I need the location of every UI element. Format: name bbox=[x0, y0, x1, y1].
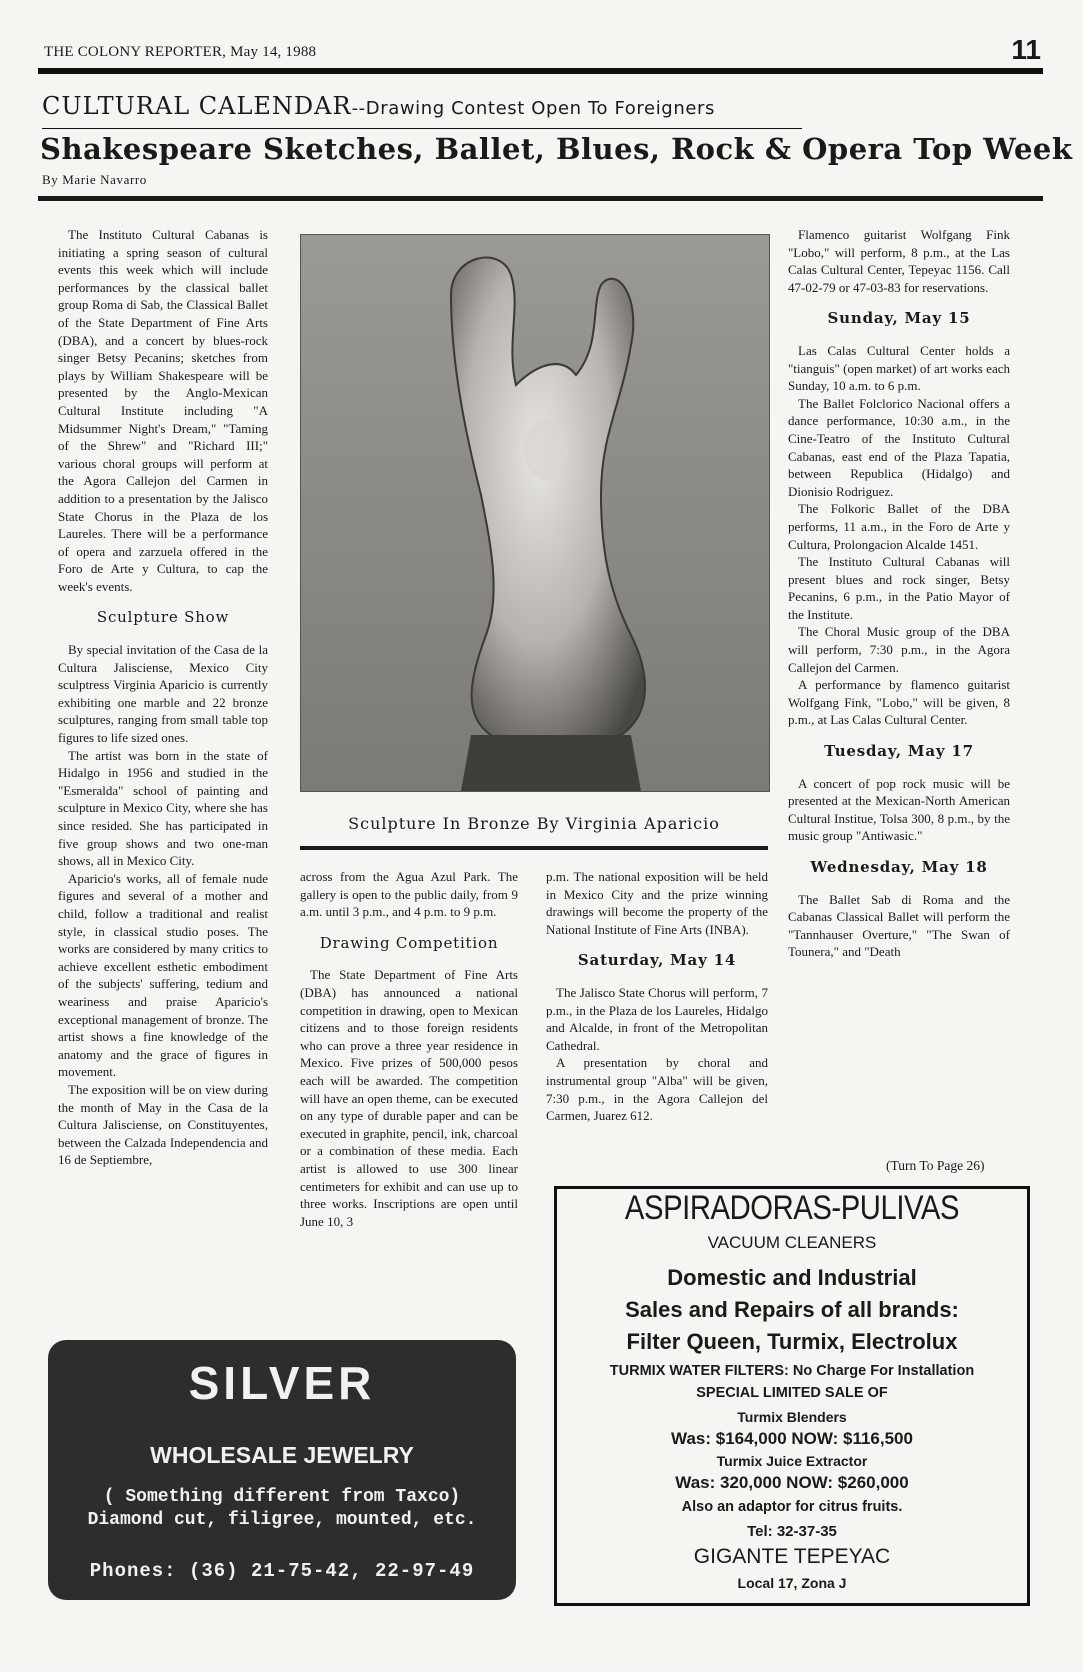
article-paragraph: p.m. The national exposition will be held in Mexico City and the prize winning drawings will become the property of the National Institute of Fine Arts (INBA). bbox=[546, 869, 768, 937]
article-paragraph: A presentation by choral and instrumental group "Alba" will be given, 7:30 p.m., in the Agora Callejon del Carmen, Juarez 612. bbox=[546, 1055, 768, 1124]
ad-line: Turmix Juice Extractor bbox=[716, 1453, 868, 1469]
article-paragraph: Aparicio's works, all of female nude figures and several of a mother and child, follow a traditional and realist style, in classical studio poses. The works are considered by many critics to achieve excellent esthetic embodiment of the subjects' suffering, tedium and weariness and praise Aparicio's exceptional management of bronze. The artist shows a fine knowledge of the anatomy and the grace of figures in movement. bbox=[58, 870, 268, 1080]
ad-tagline: ( Something different from Taxco) Diamond cut, filigree, mounted, etc. bbox=[87, 1487, 477, 1530]
turn-to-page: (Turn To Page 26) bbox=[886, 1158, 985, 1173]
ad-line: Filter Queen, Turmix, Electrolux bbox=[626, 1329, 958, 1354]
article-paragraph: The Instituto Cultural Cabanas will present blues and rock singer, Betsy Pecanins, 6 p.m., in the Patio Mayor of the Institute. bbox=[788, 554, 1010, 622]
article-paragraph: The Ballet Sab di Roma and the Cabanas Classical Ballet will perform the "Tannhauser Overture," "The Swan of Tounera," and "Death bbox=[788, 891, 1010, 960]
column-1 bbox=[58, 226, 268, 1169]
ad-line: SPECIAL LIMITED SALE OF bbox=[696, 1385, 888, 1401]
masthead bbox=[38, 34, 1043, 74]
article-paragraph: By special invitation of the Casa de la Cultura Jalisciense, Mexico City sculptress Virginia Aparicio is currently exhibiting one marble and 22 bronze sculptures, ranging from small table top figures to life sized ones. bbox=[58, 642, 268, 746]
headline-rule bbox=[38, 196, 1043, 201]
article-paragraph: across from the Agua Azul Park. The gallery is open to the public daily, from 9 a.m. until 3 p.m., and 4 p.m. to 9 p.m. bbox=[300, 869, 518, 920]
article-paragraph: The exposition will be on view during the month of May in the Casa de la Cultura Jalisciense, on Constituyentes, between the Calzada Independencia and 16 de Septiembre, bbox=[58, 1081, 268, 1168]
vacuum-cleaner-ad bbox=[554, 1186, 1030, 1606]
article-paragraph: The artist was born in the state of Hidalgo in 1956 and studied in the "Esmeralda" school of painting and sculpture in Mexico City, where she has since resided. She has participated in five group shows and two one-man shows, all in Mexico City. bbox=[58, 747, 268, 869]
article-paragraph: Las Calas Cultural Center holds a "tianguis" (open market) of art works each Sunday, 10 a.m. to 6 p.m. bbox=[788, 342, 1010, 394]
ad-line: Was: 320,000 NOW: $260,000 bbox=[675, 1473, 909, 1492]
subheading-saturday: Saturday, May 14 bbox=[577, 951, 737, 970]
article-paragraph: The Ballet Folclorico Nacional offers a dance performance, 10:30 a.m., in the Cine-Teatro of the Instituto Cultural Cabanas, east end of the Plaza Tapatia, between Republica (Hidalgo) and Dionisio Rodriguez. bbox=[788, 395, 1010, 499]
column-3 bbox=[546, 868, 768, 1125]
subheading-drawing-competition: Drawing Competition bbox=[319, 933, 499, 952]
ad-line: GIGANTE TEPEYAC bbox=[693, 1545, 891, 1568]
ad-line: Domestic and Industrial bbox=[667, 1265, 917, 1290]
ad-line: Tel: 32-37-35 bbox=[747, 1523, 837, 1540]
sculpture-figure-image bbox=[301, 235, 769, 791]
caption-rule bbox=[300, 846, 768, 850]
subheading-sunday: Sunday, May 15 bbox=[827, 309, 971, 328]
column-2 bbox=[300, 868, 518, 1230]
paper-name-date: THE COLONY REPORTER, May 14, 1988 bbox=[44, 44, 317, 60]
subheading-wednesday: Wednesday, May 18 bbox=[810, 858, 988, 876]
ad-line: VACUUM CLEANERS bbox=[707, 1233, 877, 1252]
ad-subtitle: WHOLESALE JEWELRY bbox=[150, 1442, 414, 1468]
page-number: 11 bbox=[1011, 34, 1041, 65]
ad-line: Sales and Repairs of all brands: bbox=[625, 1297, 959, 1322]
subheading-sculpture-show: Sculpture Show bbox=[96, 608, 230, 627]
sculpture-photo bbox=[300, 234, 770, 792]
photo-caption: Sculpture In Bronze By Virginia Aparicio bbox=[348, 814, 720, 833]
article-paragraph: Flamenco guitarist Wolfgang Fink "Lobo," will perform, 8 p.m., at the Las Calas Cultural Center, Tepeyac 1156. Call 47-02-79 or 47-03-83 for reservations. bbox=[788, 227, 1010, 295]
ad-line: Turmix Blenders bbox=[737, 1409, 847, 1425]
subheading-tuesday: Tuesday, May 17 bbox=[824, 742, 974, 761]
ad-line: Local 17, Zona J bbox=[737, 1575, 847, 1591]
article-paragraph: A concert of pop rock music will be presented at the Mexican-North American Cultural Institue, Tolsa 300, 8 p.m., by the music group "Antiwasic." bbox=[788, 775, 1010, 844]
ad-line: ASPIRADORAS-PULIVAS bbox=[624, 1189, 960, 1227]
headline: Shakespeare Sketches, Ballet, Blues, Rock & Opera Top Week bbox=[40, 132, 1073, 166]
kicker-rule bbox=[42, 128, 802, 129]
article-paragraph: The Choral Music group of the DBA will perform, 7:30 p.m., in the Agora Callejon del Carmen. bbox=[788, 624, 1010, 675]
ad-line: Also an adaptor for citrus fruits. bbox=[681, 1499, 903, 1515]
article-paragraph: The Jalisco State Chorus will perform, 7 p.m., in the Plaza de los Laureles, Hidalgo and Alcalde, in front of the Metropolitan Cathedral. bbox=[546, 984, 768, 1053]
article-paragraph: The State Department of Fine Arts (DBA) has announced a national competition in drawing, open to Mexican citizens and to those foreign residents who can prove a three year residence in Mexico. Five prizes of 500,000 pesos each will be awarded. The competition will have an open theme, can be executed on any type of durable paper and can be executed in graphite, pencil, ink, charcoal or a combination of these media. Each artist is allowed to use 300 linear centimeters for exhibit and can use up to three works. Inscriptions are open until June 10, 3 bbox=[300, 967, 518, 1229]
article-paragraph: The Folkoric Ballet of the DBA performs, 11 a.m., in the Foro de Arte y Cultura, Prolongacion Alcalde 1451. bbox=[788, 501, 1010, 552]
ad-line: Was: $164,000 NOW: $116,500 bbox=[671, 1429, 913, 1448]
byline: By Marie Navarro bbox=[42, 172, 147, 187]
column-4 bbox=[788, 226, 1010, 961]
kicker-main: CULTURAL CALENDAR bbox=[42, 92, 352, 120]
ad-phones: Phones: (36) 21-75-42, 22-97-49 bbox=[89, 1560, 475, 1582]
article-paragraph: A performance by flamenco guitarist Wolfgang Fink, "Lobo," will be given, 8 p.m., at Las Calas Cultural Center. bbox=[788, 677, 1010, 728]
ad-line: TURMIX WATER FILTERS: No Charge For Installation bbox=[609, 1363, 975, 1379]
ad-title: SILVER bbox=[188, 1357, 376, 1409]
kicker bbox=[42, 92, 715, 120]
article-paragraph: The Instituto Cultural Cabanas is initiating a spring season of cultural events this week which will include performances by the classical ballet group Roma di Sab, the Classical Ballet of the State Department of Fine Arts (DBA), and a concert by blues-rock singer Betsy Pecanins; sketches from plays by William Shakespeare will be presented by the Anglo-Mexican Cultural Institute including "A Midsummer Night's Dream," "Taming of the Shrew" and "Richard III;" various choral groups will perform at the Agora Callejon del Carmen in addition to a presentation by the Jalisco State Chorus in the Plaza de los Laureles. There will be a performance of opera and zarzuela offered in the Foro de Arte y Cultura, to cap the week's events. bbox=[58, 227, 268, 594]
silver-jewelry-ad bbox=[48, 1340, 516, 1600]
kicker-sub: --Drawing Contest Open To Foreigners bbox=[351, 98, 715, 119]
